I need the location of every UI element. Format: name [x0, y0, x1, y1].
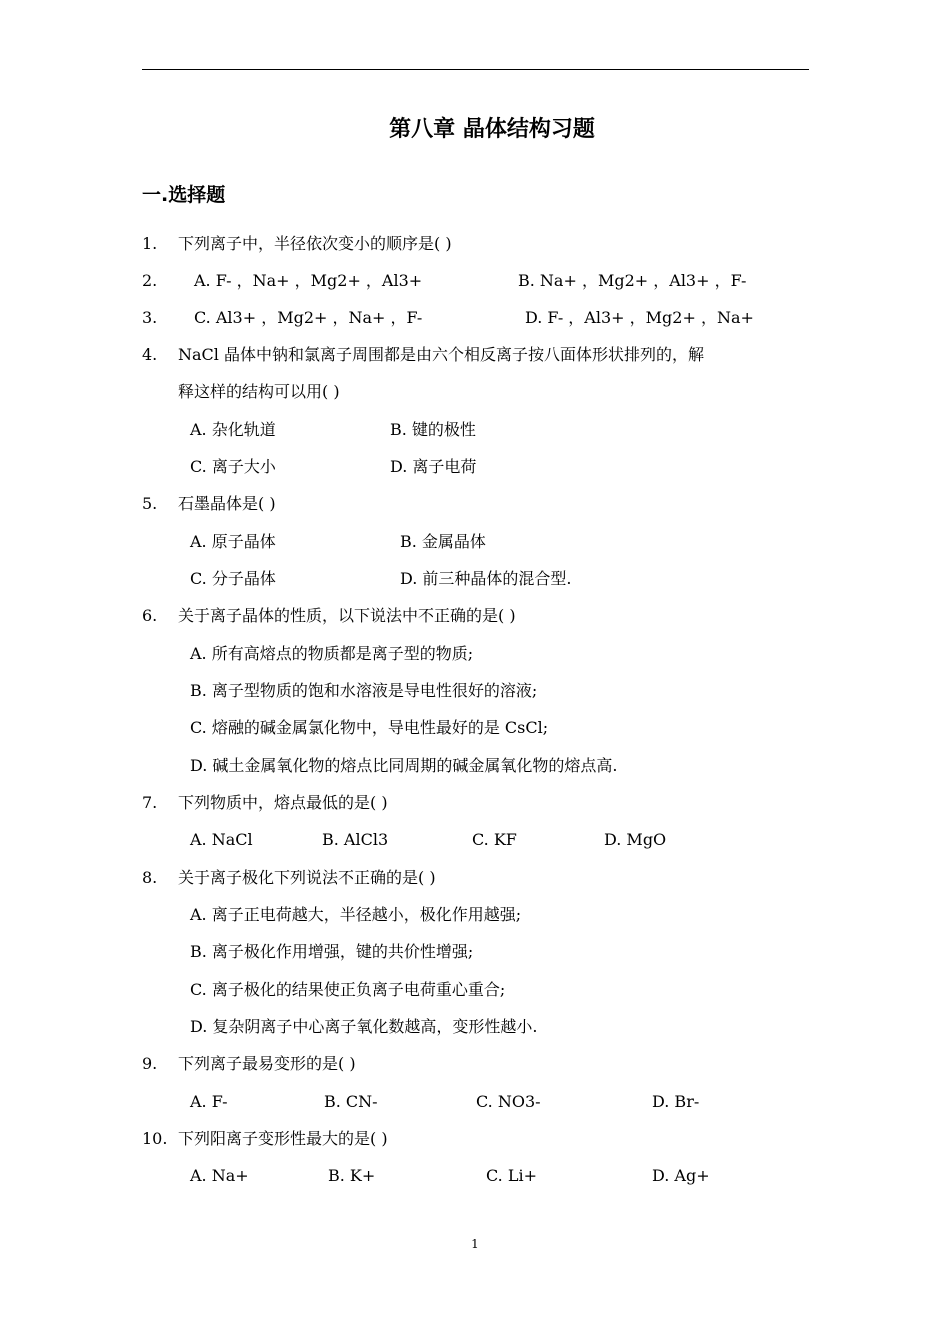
answer-option: A. 杂化轨道: [190, 420, 276, 439]
answer-option: A. NaCl: [190, 830, 253, 849]
question-text: 下列离子中，半径依次变小的顺序是( ): [178, 234, 452, 253]
answer-option: C. 离子极化的结果使正负离子电荷重心重合;: [190, 980, 506, 999]
answer-option: C. Al3+ ，Mg2+ ，Na+ ，F-: [194, 308, 423, 327]
answer-option: B. 离子型物质的饱和水溶液是导电性很好的溶液;: [190, 681, 538, 700]
answer-option: B. Na+ ，Mg2+ ，Al3+ ，F-: [518, 271, 747, 290]
answer-option: C. 离子大小: [190, 457, 276, 476]
question-text: 关于离子极化下列说法不正确的是( ): [178, 868, 436, 887]
question-number: 9.: [142, 1054, 158, 1073]
answer-option: B. K+: [328, 1166, 376, 1185]
answer-option: D. 复杂阴离子中心离子氧化数越高，变形性越小.: [190, 1017, 538, 1036]
answer-option: A. F-: [190, 1092, 228, 1111]
answer-option: A. Na+: [190, 1166, 249, 1185]
question-text: 下列离子最易变形的是( ): [178, 1054, 356, 1073]
header-rule: [142, 69, 809, 70]
question-text: 下列物质中，熔点最低的是( ): [178, 793, 388, 812]
question-text: NaCl 晶体中钠和氯离子周围都是由六个相反离子按八面体形状排列的，解: [178, 345, 704, 364]
answer-option: D. F- ，Al3+ ，Mg2+ ，Na+: [525, 308, 754, 327]
question-number: 7.: [142, 793, 158, 812]
question-number: 4.: [142, 345, 158, 364]
answer-option: B. 离子极化作用增强，键的共价性增强;: [190, 942, 474, 961]
answer-option: B. 金属晶体: [400, 532, 486, 551]
question-text: 石墨晶体是( ): [178, 494, 276, 513]
answer-option: C. KF: [472, 830, 517, 849]
answer-option: B. 键的极性: [390, 420, 476, 439]
question-number: 1.: [142, 234, 158, 253]
answer-option: C. NO3-: [476, 1092, 541, 1111]
question-number: 10.: [142, 1129, 168, 1148]
answer-option: C. Li+: [486, 1166, 537, 1185]
question-number: 8.: [142, 868, 158, 887]
answer-option: B. CN-: [324, 1092, 378, 1111]
answer-option: D. Br-: [652, 1092, 700, 1111]
question-number: 2.: [142, 271, 158, 290]
answer-option: D. MgO: [604, 830, 667, 849]
answer-option: D. Ag+: [652, 1166, 710, 1185]
answer-option: D. 碱土金属氧化物的熔点比同周期的碱金属氧化物的熔点高.: [190, 756, 618, 775]
page-title: 第八章 晶体结构习题: [389, 117, 595, 142]
question-text: 关于离子晶体的性质，以下说法中不正确的是( ): [178, 606, 516, 625]
question-text: 释这样的结构可以用( ): [178, 382, 340, 401]
answer-option: D. 离子电荷: [390, 457, 477, 476]
question-text: 下列阳离子变形性最大的是( ): [178, 1129, 388, 1148]
answer-option: A. F- ，Na+ ，Mg2+ ，Al3+: [194, 271, 423, 290]
question-number: 5.: [142, 494, 158, 513]
question-number: 3.: [142, 308, 158, 327]
answer-option: A. 所有高熔点的物质都是离子型的物质;: [190, 644, 474, 663]
question-number: 6.: [142, 606, 158, 625]
answer-option: C. 分子晶体: [190, 569, 276, 588]
answer-option: A. 离子正电荷越大，半径越小，极化作用越强;: [190, 905, 522, 924]
page-number: 1: [471, 1237, 479, 1251]
section-heading: 一.选择题: [142, 184, 226, 206]
answer-option: B. AlCl3: [322, 830, 389, 849]
answer-option: D. 前三种晶体的混合型.: [400, 569, 572, 588]
answer-option: A. 原子晶体: [190, 532, 276, 551]
answer-option: C. 熔融的碱金属氯化物中，导电性最好的是 CsCl;: [190, 718, 549, 737]
